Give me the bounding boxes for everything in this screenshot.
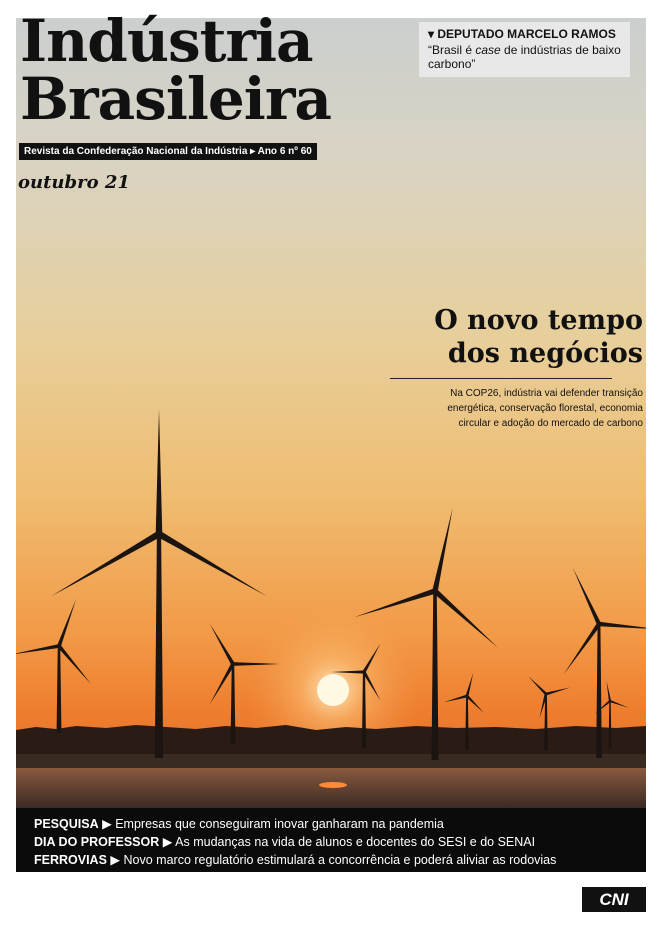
cni-logo — [582, 887, 646, 912]
turbine-hub — [362, 670, 366, 674]
arrow-right-icon: ▶ — [110, 853, 121, 867]
turbine-blade — [528, 676, 547, 695]
turbine-hub — [597, 622, 602, 627]
teaser-name: DEPUTADO MARCELO RAMOS — [437, 27, 616, 41]
turbine-blade — [444, 695, 468, 703]
quote-emphasis: case — [475, 43, 501, 57]
turbine-blade — [57, 599, 76, 647]
headline-line-1: O novo tempo — [434, 305, 643, 336]
cover-headline[interactable] — [434, 304, 643, 370]
quote-open: “Brasil é — [428, 43, 476, 57]
news-section: DIA DO PROFESSOR — [34, 835, 160, 849]
turbine-blade — [210, 623, 235, 665]
headline-divider — [390, 378, 612, 379]
news-text: Empresas que conseguiram inovar ganharam na pandemia — [115, 817, 444, 831]
news-section: PESQUISA — [34, 817, 99, 831]
turbine-blade — [610, 700, 629, 708]
triangle-down-icon: ▾ — [428, 27, 435, 41]
turbine-blade — [156, 409, 163, 534]
turbine-blade — [354, 588, 436, 617]
arrow-right-icon: ▶ — [162, 835, 173, 849]
turbine-tower — [432, 591, 439, 760]
turbine-tower — [596, 624, 602, 758]
turbine-tower — [155, 534, 163, 758]
news-section: FERROVIAS — [34, 853, 107, 867]
turbine-hub — [545, 693, 548, 696]
turbine-hub — [155, 530, 162, 537]
magazine-title — [20, 7, 331, 133]
turbine-hub — [231, 662, 235, 666]
news-text: As mudanças na vida de alunos e docentes do SESI e do SENAI — [175, 835, 536, 849]
headline-line-2: dos negócios — [447, 338, 643, 369]
turbine-blade — [573, 568, 601, 625]
turbine-blade — [157, 531, 267, 596]
news-text: Novo marco regulatório estimulará a concorrência e poderá aliviar as rodovias — [123, 853, 557, 867]
cover-deck: Na COP26, indústria vai defender transição energética, conservação florestal, economia circular e adoção do mercado de carbono — [447, 388, 643, 429]
turbine-blade — [51, 531, 161, 596]
quote-rest: de indústrias de baixo carbono” — [428, 43, 621, 71]
news-item[interactable] — [16, 851, 646, 869]
turbine-hub — [466, 695, 469, 698]
turbine-tower — [544, 694, 548, 751]
teaser-heading — [428, 27, 621, 41]
news-bar — [16, 808, 646, 872]
turbine-tower — [231, 664, 236, 744]
turbine-blade — [16, 644, 59, 655]
turbine-hub — [432, 588, 438, 594]
turbine-hub — [609, 700, 611, 702]
turbine-tower — [465, 696, 469, 750]
turbine-blade — [210, 663, 235, 705]
turbine-blade — [599, 622, 646, 630]
turbine-tower — [57, 646, 62, 733]
turbine-blade — [607, 681, 612, 701]
turbine-hub — [57, 644, 61, 648]
teaser-quote — [428, 43, 621, 71]
turbine-blade — [433, 589, 498, 648]
turbine-blade — [58, 645, 92, 685]
turbine-blade — [466, 695, 484, 713]
turbine-blade — [432, 508, 452, 592]
title-line-2: Brasileira — [20, 65, 331, 133]
turbine-blade — [466, 673, 474, 697]
arrow-right-icon: ▶ — [102, 817, 112, 831]
turbine-tower — [609, 701, 612, 748]
turbine-blade — [563, 623, 600, 675]
issue-date: outubro 21 — [18, 172, 130, 193]
interview-teaser[interactable] — [419, 22, 630, 77]
logo-text: CNI — [599, 890, 629, 909]
news-item[interactable] — [16, 833, 646, 851]
title-line-1: Indústria — [20, 7, 313, 75]
magazine-strap: Revista da Confederação Nacional da Indústria ▸ Ano 6 nº 60 — [19, 143, 317, 160]
news-item[interactable] — [16, 815, 646, 833]
turbine-blade — [546, 688, 571, 696]
